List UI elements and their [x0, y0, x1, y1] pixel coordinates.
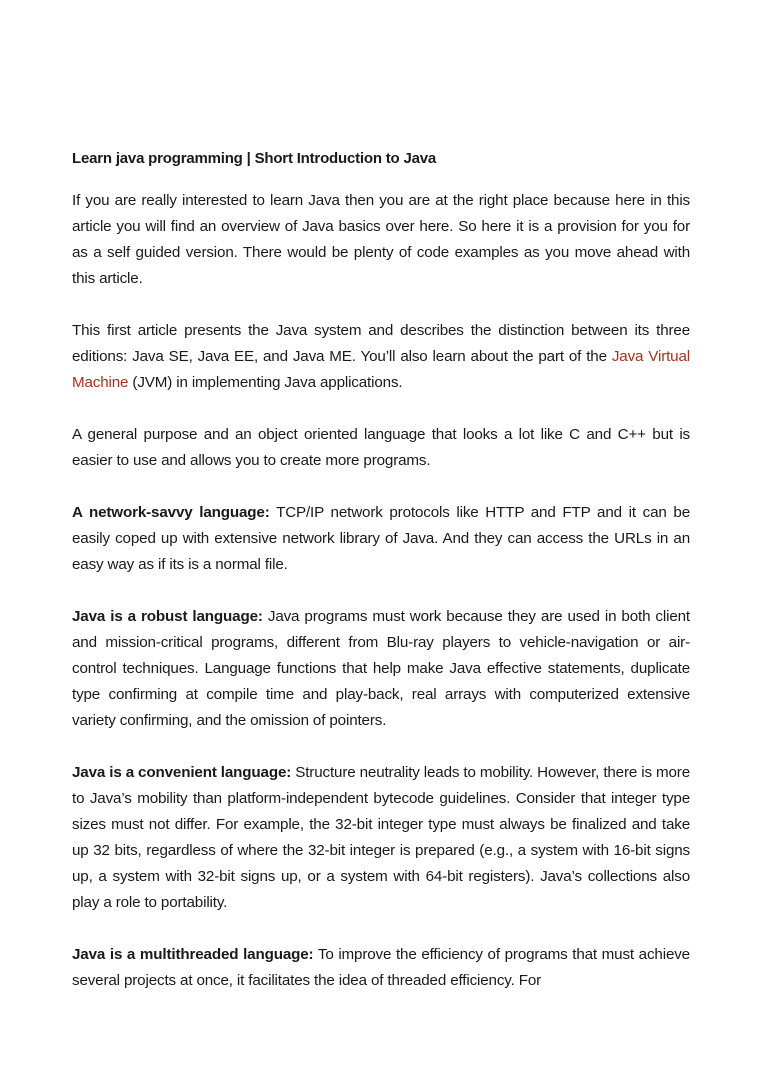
paragraph-editions-text-after: (JVM) in implementing Java applications.: [128, 374, 403, 391]
paragraph-convenient: [72, 760, 690, 916]
paragraph-network: [72, 500, 690, 578]
paragraph-editions-text-before: This first article presents the Java system and describes the distinction between its three editions: Java SE, Java EE, and Java ME. You’ll also learn about the part of the: [72, 322, 690, 365]
paragraph-multithreaded-lead: Java is a multithreaded language:: [72, 946, 314, 963]
paragraph-multithreaded-text: To improve the efficiency of programs that must achieve several projects at once, it facilitates the idea of threaded efficiency. For: [72, 946, 690, 989]
paragraph-convenient-lead: Java is a convenient language:: [72, 764, 292, 781]
document-title: Learn java programming | Short Introduction to Java: [72, 150, 437, 167]
paragraph-general-purpose-text: A general purpose and an object oriented language that looks a lot like C and C++ but is easier to use and allows you to create more programs.: [72, 426, 690, 469]
document-page: [72, 148, 690, 1020]
paragraph-network-lead: A network-savvy language:: [72, 504, 270, 521]
paragraph-intro: [72, 188, 690, 292]
jvm-link[interactable]: Java Virtual Machine: [72, 348, 690, 391]
paragraph-intro-text: If you are really interested to learn Java then you are at the right place because here in this article you will find an overview of Java basics over here. So here it is a provision for you for as a self guided version. There would be plenty of code examples as you move ahead with this article.: [72, 192, 690, 287]
paragraph-editions: [72, 318, 690, 396]
paragraph-robust: [72, 604, 690, 734]
paragraph-convenient-text: Structure neutrality leads to mobility. However, there is more to Java’s mobility than platform-independent bytecode guidelines. Consider that integer type sizes must not differ. For example, the 32-bit integer type must always be finalized and take up 32 bits, regardless of where the 32-bit integer is prepared (e.g., a system with 16-bit signs up, a system with 32-bit signs up, or a system with 64-bit registers). Java’s collections also play a role to portability.: [72, 764, 690, 911]
paragraph-network-text: TCP/IP network protocols like HTTP and FTP and it can be easily coped up with extensive network library of Java. And they can access the URLs in an easy way as if its is a normal file.: [72, 504, 690, 573]
paragraph-robust-lead: Java is a robust language:: [72, 608, 263, 625]
paragraph-robust-text: Java programs must work because they are used in both client and mission-critical programs, different from Blu-ray players to vehicle-navigation or air-control techniques. Language functions that help make Java effective statements, duplicate type confirming at compile time and play-back, real arrays with computerized extensive variety confirming, and the omission of pointers.: [72, 608, 690, 729]
paragraph-multithreaded: [72, 942, 690, 994]
paragraph-general-purpose: [72, 422, 690, 474]
